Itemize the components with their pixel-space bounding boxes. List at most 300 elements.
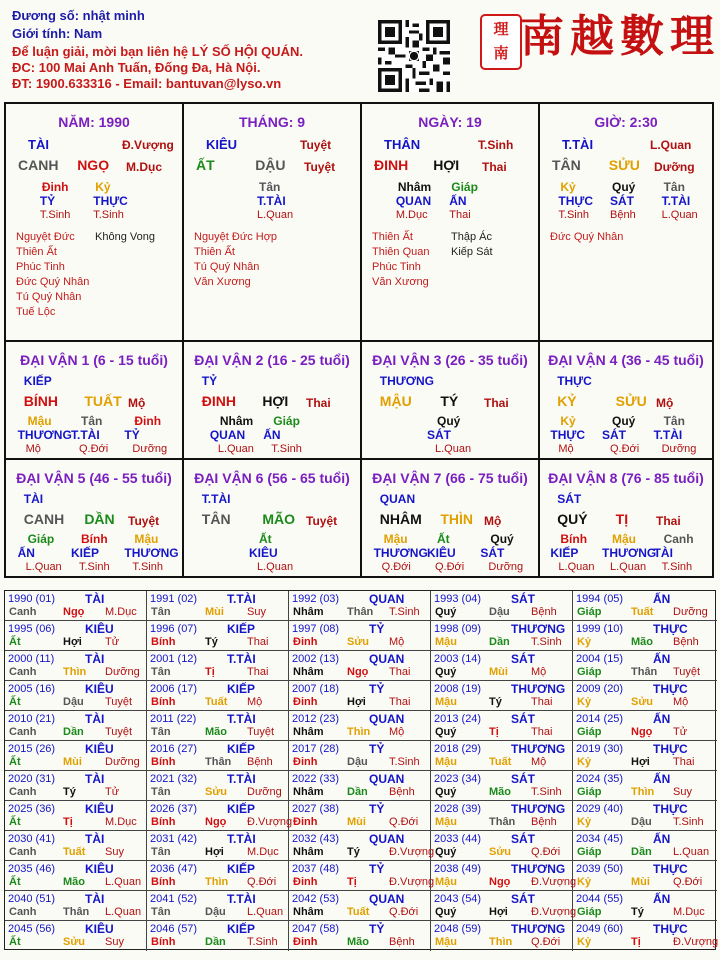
header-line: Để luận giải, mời bạn liên hệ LÝ SỐ HỘI QUÁN.: [12, 44, 303, 59]
year-truong-sinh: L.Quan: [105, 876, 142, 888]
year-chi: Tý: [489, 696, 502, 708]
year-chi: Tuất: [489, 756, 512, 768]
year-label: 2031 (42): [150, 833, 198, 845]
year-chi: Tị: [631, 936, 641, 948]
dai-van-cell: [540, 460, 712, 576]
hidden-stem: Bính: [560, 532, 588, 546]
year-label: 2026 (37): [150, 803, 198, 815]
year-thap-than: KIÊU: [85, 682, 114, 696]
year-can: Tân: [151, 906, 171, 918]
hidden-truong-sinh: Thai: [449, 209, 471, 221]
year-truong-sinh: Thai: [531, 726, 553, 738]
year-label: 2001 (12): [150, 653, 198, 665]
hidden-thap-than: QUAN: [209, 428, 246, 442]
year-chi: Sửu: [205, 786, 228, 798]
dai-van-chi: MÃO: [262, 511, 295, 527]
year-can: Canh: [9, 846, 37, 858]
year-cell: [289, 741, 431, 771]
year-chi: Ngọ: [631, 726, 653, 738]
hidden-stem: Mậu: [612, 532, 636, 546]
year-thap-than: THƯƠNG: [511, 922, 566, 936]
year-chi: Tị: [489, 726, 499, 738]
year-thap-than: TÀI: [85, 592, 105, 606]
hidden-stem: Quý: [612, 414, 636, 428]
hidden-truong-sinh: L.Quan: [25, 561, 62, 573]
year-label: 2046 (57): [150, 923, 198, 935]
hidden-truong-sinh: T.Sinh: [271, 443, 302, 455]
year-truong-sinh: Q.Đới: [531, 846, 561, 858]
hidden-stem: Ất: [437, 532, 450, 546]
year-truong-sinh: Suy: [105, 846, 124, 858]
dai-van-can: NHÂM: [379, 511, 422, 527]
than-sat-star: Thiên Ất: [194, 246, 235, 258]
year-truong-sinh: Thai: [247, 666, 269, 678]
year-thap-than: THƯƠNG: [511, 862, 566, 876]
year-chi: Mùi: [205, 606, 224, 618]
year-can: Quý: [435, 906, 457, 918]
year-truong-sinh: Đ.Vượng: [389, 876, 435, 888]
year-can: Kỷ: [577, 636, 592, 648]
dai-van-can: TÂN: [201, 511, 231, 527]
year-can: Canh: [9, 786, 37, 798]
hidden-thap-than: T.TÀI: [653, 428, 683, 442]
year-thap-than: T.TÀI: [227, 652, 256, 666]
year-chi: Thìn: [631, 786, 655, 798]
year-truong-sinh: Mộ: [673, 696, 689, 708]
year-thap-than: ẤN: [653, 772, 671, 786]
year-chi: Sửu: [631, 696, 654, 708]
hidden-thap-than: THƯƠNG: [373, 546, 428, 560]
year-label: 2039 (50): [576, 863, 624, 875]
year-thap-than: QUAN: [369, 592, 405, 606]
year-chi: Mùi: [631, 876, 650, 888]
dai-van-can: ĐINH: [201, 393, 237, 409]
year-chi: Tị: [63, 816, 73, 828]
year-truong-sinh: Dưỡng: [673, 606, 708, 618]
dai-van-title: ĐẠI VẬN 2 (16 - 25 tuổi): [194, 352, 350, 368]
year-thap-than: SÁT: [511, 892, 535, 906]
dai-van-title: ĐẠI VẬN 7 (66 - 75 tuổi): [372, 470, 528, 486]
year-can: Mậu: [435, 876, 457, 888]
year-truong-sinh: Bệnh: [247, 756, 273, 768]
year-chi: Tuất: [631, 606, 654, 618]
than-sat-star: Phúc Tinh: [16, 261, 65, 273]
year-can: Canh: [9, 666, 37, 678]
pillar-title: GIỜ: 2:30: [594, 114, 658, 130]
year-can: Nhâm: [293, 786, 324, 798]
year-can: Canh: [9, 726, 37, 738]
year-label: 1990 (01): [8, 593, 56, 605]
year-truong-sinh: L.Quan: [105, 906, 142, 918]
pillar-title: NĂM: 1990: [58, 114, 130, 130]
pillar-thap-than: TÀI: [28, 137, 49, 152]
hidden-stem: Ất: [259, 532, 272, 546]
than-sat-star: Đức Quý Nhân: [16, 276, 90, 288]
year-chi: Thìn: [63, 666, 87, 678]
year-truong-sinh: Dưỡng: [105, 666, 140, 678]
year-chi: Hợi: [347, 696, 366, 708]
year-truong-sinh: Thai: [673, 756, 695, 768]
hidden-stem: Kỷ: [95, 180, 111, 194]
hidden-truong-sinh: Dưỡng: [488, 561, 524, 573]
year-truong-sinh: Q.Đới: [389, 816, 419, 828]
brand-logo: 南越數理: [520, 11, 720, 62]
year-label: 2038 (49): [434, 863, 482, 875]
hidden-truong-sinh: T.Sinh: [39, 209, 71, 221]
year-label: 2010 (21): [8, 713, 56, 725]
year-label: 2020 (31): [8, 773, 56, 785]
year-label: 2016 (27): [150, 743, 198, 755]
year-can: Ất: [9, 696, 21, 708]
year-can: Mậu: [435, 636, 457, 648]
year-chi: Tuất: [205, 696, 228, 708]
hidden-thap-than: THỰC: [550, 428, 586, 442]
year-label: 1991 (02): [150, 593, 198, 605]
dai-van-can: MẬU: [379, 393, 412, 409]
year-thap-than: ẤN: [653, 652, 671, 666]
year-label: 2015 (26): [8, 743, 56, 755]
year-chi: Hợi: [63, 636, 82, 648]
dai-van-truong-sinh: Mộ: [128, 396, 146, 410]
hidden-stem: Giáp: [451, 180, 478, 194]
dai-van-title: ĐẠI VẬN 1 (6 - 15 tuổi): [20, 352, 168, 368]
than-sat-star: Thiên Ất: [16, 246, 57, 258]
year-label: 1998 (09): [434, 623, 482, 635]
year-thap-than: SÁT: [511, 772, 535, 786]
year-cell: [431, 681, 573, 711]
year-cell: [573, 861, 717, 891]
year-truong-sinh: Tuyệt: [105, 726, 133, 738]
year-label: 2009 (20): [576, 683, 624, 695]
year-thap-than: THỰC: [653, 742, 688, 756]
year-label: 2006 (17): [150, 683, 198, 695]
year-thap-than: KIÊU: [85, 862, 114, 876]
year-truong-sinh: Suy: [105, 936, 124, 948]
year-thap-than: THƯƠNG: [511, 682, 566, 696]
year-label: 2014 (25): [576, 713, 624, 725]
pillar-cell: [184, 104, 362, 342]
hidden-thap-than: KIÊU: [249, 546, 278, 560]
hidden-thap-than: T.TÀI: [257, 194, 286, 208]
year-chi: Mão: [489, 786, 511, 798]
year-thap-than: ẤN: [653, 592, 671, 606]
year-thap-than: KIÊU: [85, 622, 114, 636]
year-truong-sinh: Đ.Vượng: [531, 876, 577, 888]
header: [0, 0, 720, 100]
year-chi: Sửu: [489, 846, 512, 858]
year-truong-sinh: Q.Đới: [531, 936, 561, 948]
year-label: 2002 (13): [292, 653, 340, 665]
hidden-thap-than: T.TÀI: [71, 428, 100, 442]
hidden-stem: Quý: [490, 532, 514, 546]
dai-van-chi: THÌN: [440, 511, 473, 527]
year-cell: [289, 771, 431, 801]
dai-van-chi: DẦN: [84, 511, 115, 527]
than-sat-star: Thiên Quan: [372, 246, 430, 258]
dai-van-chi: SỬU: [615, 393, 647, 409]
year-can: Giáp: [577, 666, 602, 678]
year-can: Giáp: [577, 726, 602, 738]
dai-van-can: BÍNH: [23, 393, 59, 409]
year-thap-than: TỶ: [369, 802, 385, 816]
than-sat-star-right: Kiếp Sát: [451, 246, 493, 258]
year-chi: Dần: [347, 786, 368, 798]
year-label: 2042 (53): [292, 893, 340, 905]
year-thap-than: SÁT: [511, 832, 535, 846]
year-truong-sinh: Mộ: [531, 756, 547, 768]
year-can: Mậu: [435, 696, 457, 708]
year-cell: [147, 741, 289, 771]
year-cell: [147, 771, 289, 801]
year-thap-than: TÀI: [85, 832, 105, 846]
year-chi: Dần: [631, 846, 652, 858]
hidden-thap-than: THỰC: [558, 194, 594, 208]
year-cell: [147, 801, 293, 831]
year-chi: Mùi: [63, 756, 82, 768]
year-cell: [5, 801, 147, 831]
year-cell: [431, 711, 573, 741]
year-truong-sinh: T.Sinh: [531, 636, 562, 648]
year-label: 1995 (06): [8, 623, 56, 635]
year-can: Quý: [435, 666, 457, 678]
year-cell: [5, 591, 147, 621]
year-chi: Dậu: [489, 606, 510, 618]
year-thap-than: QUAN: [369, 772, 405, 786]
year-chi: Hợi: [205, 846, 224, 858]
year-thap-than: THƯƠNG: [511, 742, 566, 756]
hidden-truong-sinh: L.Quan: [257, 561, 294, 573]
year-label: 2030 (41): [8, 833, 56, 845]
year-chi: Mão: [631, 636, 653, 648]
year-can: Bính: [151, 696, 176, 708]
pillar-truong-sinh-chi: Dưỡng: [654, 160, 695, 174]
year-chi: Ngọ: [205, 816, 227, 828]
year-thap-than: QUAN: [369, 712, 405, 726]
year-cell: [431, 771, 573, 801]
year-can: Ất: [9, 756, 21, 768]
year-can: Canh: [9, 906, 37, 918]
year-chi: Tị: [205, 666, 215, 678]
pillar-can: TÂN: [552, 157, 581, 173]
year-cell: [289, 651, 431, 681]
year-cell: [573, 741, 717, 771]
hidden-thap-than: ẤN: [17, 546, 35, 560]
year-truong-sinh: Thai: [389, 666, 411, 678]
year-chi: Dậu: [205, 906, 226, 918]
year-truong-sinh: Suy: [673, 786, 692, 798]
dai-van-thap-than: KIẾP: [23, 374, 52, 388]
year-cell: [147, 591, 289, 621]
year-cell: [147, 861, 289, 891]
year-truong-sinh: Thai: [531, 696, 553, 708]
year-cell: [5, 891, 147, 921]
pillar-title: THÁNG: 9: [238, 114, 306, 130]
hidden-thap-than: ẤN: [263, 428, 281, 442]
year-cell: [147, 831, 289, 861]
hidden-thap-than: THƯƠNG: [124, 546, 179, 560]
year-thap-than: TỶ: [369, 622, 385, 636]
year-chi: Thân: [205, 756, 232, 768]
year-truong-sinh: Đ.Vượng: [389, 846, 435, 858]
year-cell: [431, 621, 573, 651]
dai-van-chi: TUẤT: [84, 393, 122, 409]
year-label: 2011 (22): [150, 713, 197, 725]
year-cell: [289, 621, 431, 651]
year-can: Kỷ: [577, 816, 592, 828]
year-chi: Tị: [347, 876, 357, 888]
hidden-stem: Tân: [81, 414, 103, 428]
dai-van-thap-than: THỰC: [557, 374, 592, 388]
year-chi: Thìn: [205, 876, 229, 888]
year-chi: Tuất: [347, 906, 370, 918]
hidden-truong-sinh: Q.Đới: [435, 561, 465, 573]
dai-van-thap-than: T.TÀI: [201, 492, 231, 506]
dai-van-chi: TÝ: [440, 393, 459, 409]
year-thap-than: THỰC: [653, 862, 688, 876]
year-thap-than: TÀI: [85, 652, 105, 666]
year-truong-sinh: Mộ: [389, 726, 405, 738]
year-label: 1999 (10): [576, 623, 624, 635]
pillar-title: NGÀY: 19: [418, 114, 482, 130]
year-chi: Thân: [63, 906, 90, 918]
year-can: Nhâm: [293, 606, 324, 618]
year-thap-than: ẤN: [653, 892, 671, 906]
hidden-stem: Canh: [663, 532, 694, 546]
dai-van-can: QUÝ: [557, 511, 588, 527]
dai-van-truong-sinh: Mộ: [656, 396, 674, 410]
hidden-thap-than: TỶ: [39, 194, 56, 208]
year-truong-sinh: Thai: [389, 696, 411, 708]
year-cell: [431, 801, 573, 831]
year-cell: [5, 831, 147, 861]
dai-van-can: CANH: [23, 511, 65, 527]
year-thap-than: TỶ: [369, 682, 385, 696]
year-can: Tân: [151, 786, 171, 798]
year-chi: Sửu: [347, 636, 370, 648]
dai-van-cell: [362, 342, 540, 460]
hidden-thap-than: TỶ: [124, 428, 140, 442]
year-thap-than: QUAN: [369, 652, 405, 666]
dai-van-cell: [184, 342, 362, 460]
year-label: 2045 (56): [8, 923, 56, 935]
year-label: 2044 (55): [576, 893, 624, 905]
year-truong-sinh: Q.Đới: [389, 906, 419, 918]
year-label: 2047 (58): [292, 923, 340, 935]
year-label: 2028 (39): [434, 803, 482, 815]
hidden-thap-than: SÁT: [480, 546, 505, 560]
year-label: 2008 (19): [434, 683, 482, 695]
hidden-thap-than: SÁT: [427, 428, 451, 442]
year-thap-than: TỶ: [369, 742, 385, 756]
year-label: 2017 (28): [292, 743, 340, 755]
year-can: Giáp: [577, 846, 602, 858]
hidden-thap-than: TÀI: [653, 546, 673, 560]
header-line: ĐT: 1900.633316 - Email: bantuvan@lyso.vn: [12, 76, 282, 91]
year-chi: Ngọ: [63, 606, 85, 618]
hidden-truong-sinh: T.Sinh: [558, 209, 589, 221]
year-truong-sinh: Suy: [247, 606, 266, 618]
year-thap-than: ẤN: [653, 832, 671, 846]
than-sat-star-right: Thập Ác: [451, 231, 492, 243]
pillar-chi: SỬU: [608, 157, 640, 173]
year-truong-sinh: Đ.Vượng: [531, 906, 577, 918]
year-chi: Thân: [347, 606, 374, 618]
pillar-chi: HỢI: [433, 157, 460, 173]
pillar-can: ẤT: [196, 157, 215, 173]
year-truong-sinh: Tử: [105, 636, 120, 648]
year-label: 2049 (60): [576, 923, 624, 935]
year-cell: [289, 591, 431, 621]
year-cell: [5, 861, 147, 891]
year-truong-sinh: T.Sinh: [389, 756, 420, 768]
dai-van-truong-sinh: Thai: [656, 514, 681, 528]
pillar-truong-sinh-can: Đ.Vượng: [122, 138, 174, 152]
hidden-truong-sinh: L.Quan: [435, 443, 472, 455]
year-label: 2036 (47): [150, 863, 198, 875]
than-sat-star: Văn Xương: [372, 276, 429, 288]
header-line: ĐC: 100 Mai Anh Tuấn, Đống Đa, Hà Nội.: [12, 60, 261, 75]
hidden-stem: Tân: [259, 180, 281, 194]
year-can: Đinh: [293, 636, 318, 648]
year-chi: Thân: [489, 816, 516, 828]
year-label: 2034 (45): [576, 833, 624, 845]
seal-stamp: 理 南: [480, 14, 522, 70]
year-chi: Hợi: [631, 756, 650, 768]
year-thap-than: KIẾP: [227, 622, 256, 636]
dai-van-thap-than: TÀI: [23, 492, 44, 506]
dai-van-title: ĐẠI VẬN 8 (76 - 85 tuổi): [548, 470, 704, 486]
year-can: Tân: [151, 846, 171, 858]
year-label: 2021 (32): [150, 773, 198, 785]
year-can: Quý: [435, 786, 457, 798]
year-can: Ất: [9, 636, 21, 648]
year-chi: Mão: [347, 936, 369, 948]
hidden-truong-sinh: L.Quan: [217, 443, 254, 455]
year-cell: [573, 891, 717, 921]
year-truong-sinh: T.Sinh: [247, 936, 278, 948]
year-cell: [573, 681, 717, 711]
year-label: 2003 (14): [434, 653, 482, 665]
hidden-thap-than: SÁT: [602, 428, 626, 442]
year-label: 2012 (23): [292, 713, 340, 725]
year-truong-sinh: M.Dục: [105, 606, 137, 618]
year-truong-sinh: Bệnh: [531, 606, 557, 618]
dai-van-truong-sinh: Tuyệt: [128, 514, 160, 528]
year-truong-sinh: Đ.Vượng: [673, 936, 719, 948]
year-label: 2035 (46): [8, 863, 56, 875]
pillar-truong-sinh-can: L.Quan: [650, 138, 692, 152]
pillar-truong-sinh-can: Tuyệt: [300, 138, 332, 152]
year-thap-than: KIẾP: [227, 802, 256, 816]
year-label: 2048 (59): [434, 923, 482, 935]
year-chi: Dậu: [631, 816, 652, 828]
hidden-stem: Kỷ: [560, 180, 576, 194]
year-can: Đinh: [293, 816, 318, 828]
year-label: 2043 (54): [434, 893, 482, 905]
year-cell: [573, 801, 717, 831]
hidden-truong-sinh: Mộ: [25, 443, 41, 455]
year-can: Ất: [9, 936, 21, 948]
year-label: 2027 (38): [292, 803, 340, 815]
hidden-thap-than: T.TÀI: [661, 194, 691, 208]
year-thap-than: T.TÀI: [227, 892, 256, 906]
year-cell: [147, 651, 289, 681]
year-label: 2029 (40): [576, 803, 624, 815]
hidden-truong-sinh: Bệnh: [610, 209, 636, 221]
year-label: 2013 (24): [434, 713, 482, 725]
pillar-grid: [4, 102, 714, 578]
year-truong-sinh: Bệnh: [389, 936, 415, 948]
